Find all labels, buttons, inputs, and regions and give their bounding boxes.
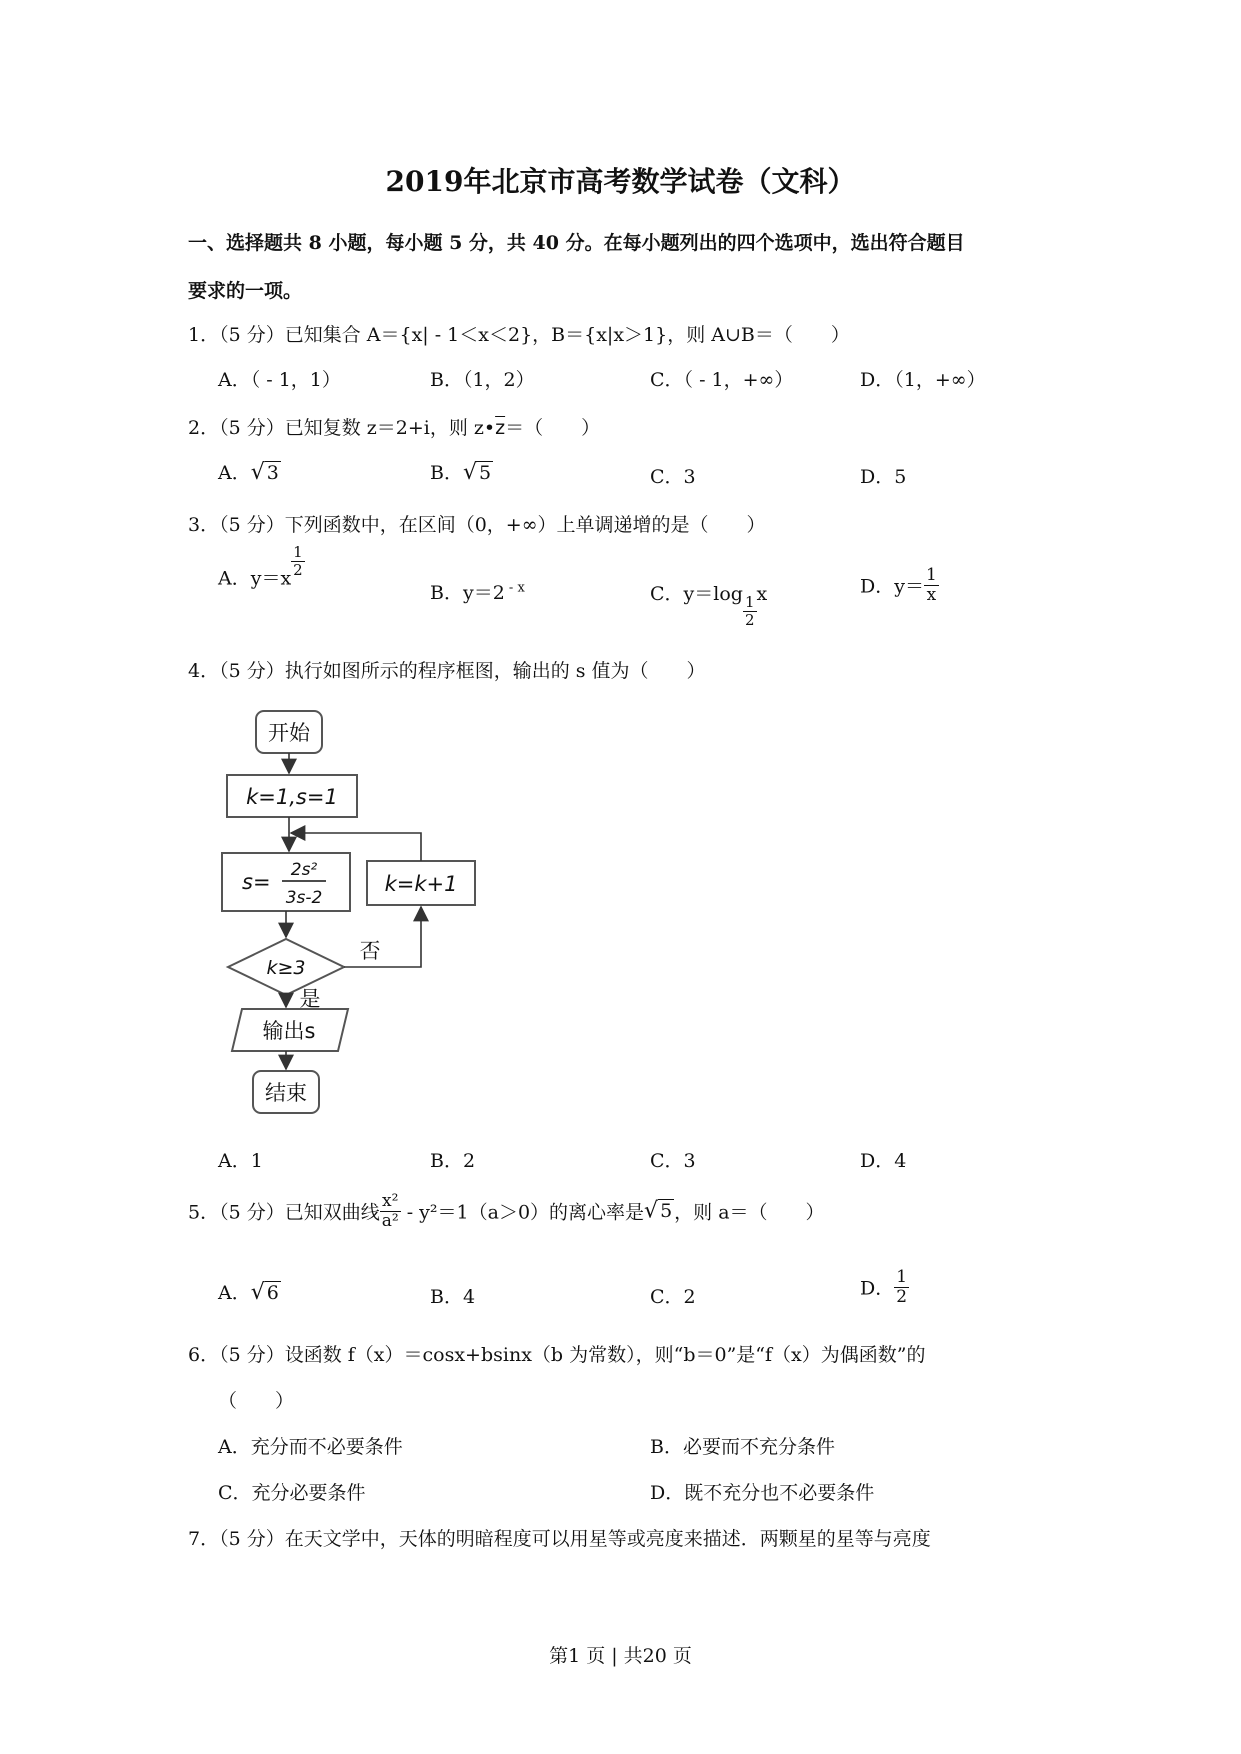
option-text: B．y＝2 (430, 582, 505, 604)
question-7-stem: 7．（5 分）在天文学中，天体的明暗程度可以用星等或亮度来描述．两颗星的星等与亮度 (188, 1528, 931, 1550)
flowchart-init-label: k=1,s=1 (246, 785, 338, 809)
option-label: B． (430, 462, 463, 484)
exponent-fraction (291, 544, 305, 578)
flowchart-start-label: 开始 (268, 721, 310, 745)
page-footer: 第1 页 | 共20 页 (549, 1645, 692, 1667)
program-flowchart (200, 705, 500, 1120)
fraction-denominator: 2 (896, 1286, 908, 1307)
question-4-option-b: B．2 (430, 1150, 476, 1172)
question-5-stem-pre: 5．（5 分）已知双曲线 (188, 1201, 380, 1224)
question-3-option-d (860, 566, 939, 604)
flowchart-assign-lhs: s= (242, 870, 271, 894)
question-3-option-c (650, 578, 768, 629)
sqrt-argument: 5 (660, 1200, 673, 1223)
question-6-option-b: B．必要而不充分条件 (650, 1436, 835, 1458)
flowchart-condition-label: k≥3 (266, 957, 306, 979)
question-4-option-a: A．1 (218, 1150, 263, 1172)
sqrt-argument: 6 (266, 1282, 279, 1304)
option-text: C．y＝log (650, 583, 743, 605)
sqrt-icon: √ (644, 1198, 659, 1224)
question-6-option-a: A．充分而不必要条件 (218, 1436, 403, 1458)
question-1-stem: 1．（5 分）已知集合 A＝{x| - 1＜x＜2}，B＝{x|x＞1}，则 A∪B＝（ ） (188, 324, 850, 346)
question-4-option-c: C．3 (650, 1150, 696, 1172)
option-label: A． (218, 462, 251, 484)
section-heading-line1: 一、选择题共 8 小题，每小题 5 分，共 40 分。在每小题列出的四个选项中，选出符合题目 (188, 232, 965, 254)
flowchart-assign-denominator: 3s-2 (285, 888, 323, 908)
question-1-option-d: D．（1，+∞） (860, 369, 986, 391)
question-3-option-a (218, 543, 305, 594)
fraction-denominator: x (926, 584, 937, 605)
flowchart-no-label: 否 (359, 939, 381, 963)
hyperbola-fraction (380, 1192, 401, 1230)
question-5-option-c: C．2 (650, 1286, 696, 1308)
question-6-stem-line2: （ ） (218, 1390, 295, 1412)
flowchart-yes-label: 是 (299, 987, 321, 1011)
fraction (894, 1268, 909, 1306)
question-3-option-b (430, 578, 525, 605)
fraction-numerator: 1 (744, 593, 755, 611)
fraction-numerator: 1 (293, 543, 303, 561)
fraction (924, 566, 939, 604)
page-title: 2019年北京市高考数学试卷（文科） (385, 165, 856, 198)
sqrt-argument: 3 (266, 462, 279, 484)
sqrt-icon: √ (462, 460, 477, 485)
fraction-numerator: 1 (925, 565, 937, 585)
fraction-denominator: 2 (744, 610, 755, 629)
sqrt-argument: 5 (479, 462, 492, 484)
question-2-option-c: C．3 (650, 466, 696, 488)
question-6-option-d: D．既不充分也不必要条件 (650, 1482, 875, 1504)
question-6-option-c: C．充分必要条件 (218, 1482, 366, 1504)
question-5-stem-post: ，则 a＝（ ） (674, 1201, 825, 1224)
question-1-option-a: A．（ - 1，1） (218, 369, 341, 391)
question-1-option-c: C．（ - 1，+∞） (650, 369, 794, 391)
question-2-option-b (430, 458, 493, 485)
question-5-stem-mid: - y²＝1（a＞0）的离心率是 (400, 1201, 645, 1224)
option-text: A．y＝x (218, 567, 292, 590)
question-2-option-a (218, 458, 281, 485)
question-3-stem: 3．（5 分）下列函数中，在区间（0，+∞）上单调递增的是（ ） (188, 514, 766, 536)
option-text: D．y＝ (860, 575, 924, 598)
question-5-stem (188, 1192, 825, 1230)
question-5-option-a (218, 1278, 281, 1305)
question-2-stem-pre: 2．（5 分）已知复数 z＝2+i，则 z• (188, 417, 496, 439)
fraction-denominator: a² (381, 1210, 399, 1231)
fraction-denominator: 2 (293, 560, 303, 579)
section-heading-line2: 要求的一项。 (188, 280, 303, 302)
question-5-option-b: B．4 (430, 1286, 476, 1308)
question-6-stem: 6．（5 分）设函数 f（x）＝cosx+bsinx（b 为常数），则“b＝0”是“f（x）为偶函数”的 (188, 1344, 926, 1366)
flowchart-output-label: 输出s (262, 1019, 316, 1043)
fraction-numerator: 1 (896, 1267, 908, 1287)
option-label: D． (860, 1277, 895, 1300)
fraction-numerator: x² (380, 1192, 401, 1212)
question-1-option-b: B．（1，2） (430, 369, 535, 391)
option-text-post: x (756, 583, 768, 605)
question-2-stem-post: ＝（ ） (505, 417, 601, 439)
flowchart-increment-label: k=k+1 (384, 872, 458, 896)
flowchart-end-label: 结束 (265, 1081, 307, 1105)
exponent: - x (504, 580, 525, 596)
question-4-stem: 4．（5 分）执行如图所示的程序框图，输出的 s 值为（ ） (188, 660, 706, 682)
question-2-option-d: D．5 (860, 466, 907, 488)
question-2-conjugate: $\overline{z}$ (495, 417, 506, 439)
log-base-fraction (743, 594, 757, 628)
question-4-option-d: D．4 (860, 1150, 907, 1172)
sqrt-icon: √ (250, 1280, 265, 1305)
question-2-stem (188, 413, 600, 440)
option-label: A． (218, 1282, 251, 1304)
sqrt-icon: √ (250, 460, 265, 485)
flowchart-assign-numerator: 2s² (290, 860, 318, 880)
question-5-option-d (860, 1268, 909, 1306)
